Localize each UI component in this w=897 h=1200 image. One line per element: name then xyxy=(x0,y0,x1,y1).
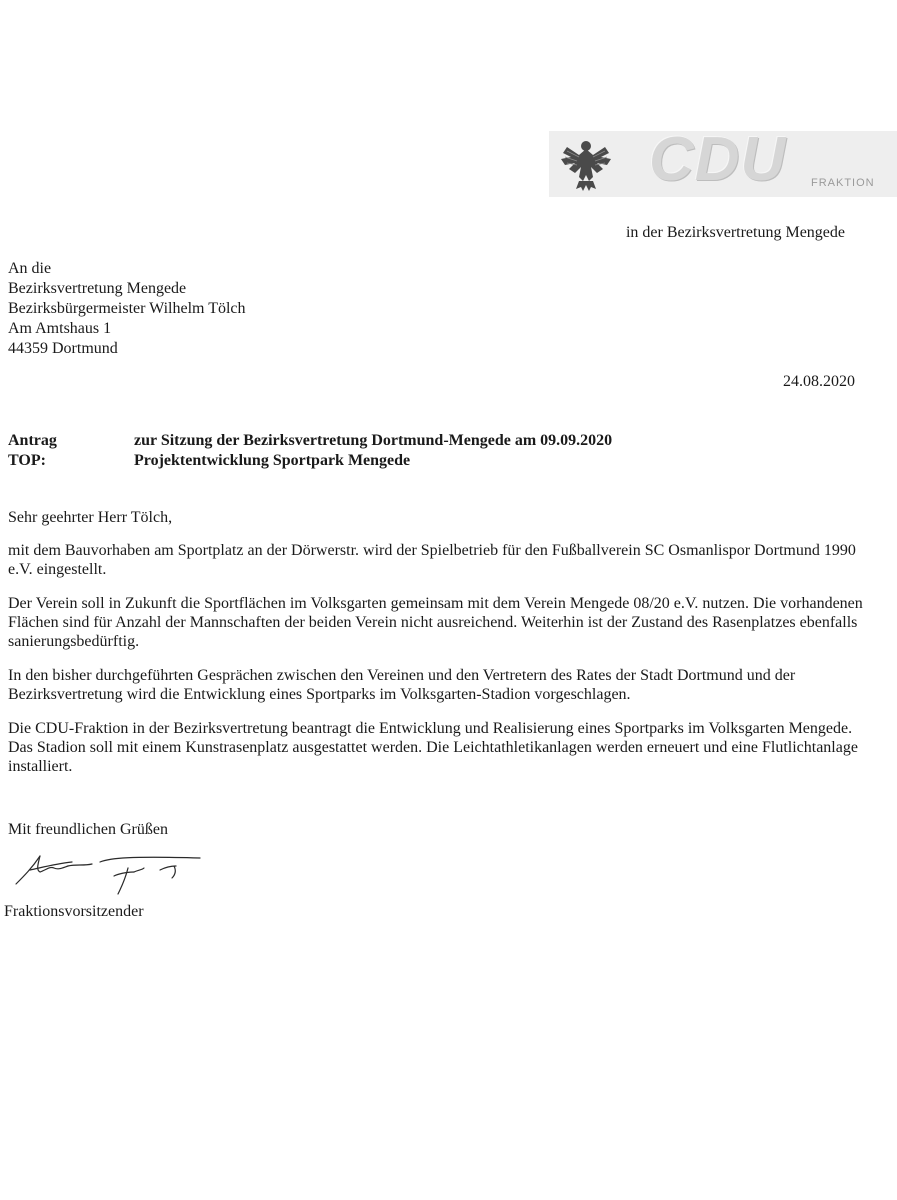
subject-value: Projektentwicklung Sportpark Mengede xyxy=(134,452,411,469)
cdu-logo xyxy=(549,125,897,197)
letter-date: 24.08.2020 xyxy=(783,373,855,390)
recipient-address xyxy=(8,259,246,359)
subject-block xyxy=(8,431,612,471)
signatory-role: Fraktionsvorsitzender xyxy=(4,903,144,920)
salutation: Sehr geehrter Herr Tölch, xyxy=(8,509,173,526)
recipient-line: Bezirksbürgermeister Wilhelm Tölch xyxy=(8,300,246,317)
subject-label: TOP: xyxy=(8,452,46,469)
recipient-line: Bezirksvertretung Mengede xyxy=(8,280,187,297)
letterhead-subtitle: in der Bezirksvertretung Mengede xyxy=(625,224,845,241)
eagle-emblem-icon xyxy=(559,137,613,193)
recipient-line: An die xyxy=(8,260,52,277)
body-paragraph: Die CDU-Fraktion in der Bezirksvertretung beantragt die Entwicklung und Realisierung eines Sportparks im Volksgarten Mengede. Das Stadion soll mit einem Kunstrasenplatz ausgestattet werden. Die Leichtathletikanlagen werden erneuert und eine Flutlichtanlage installiert. xyxy=(8,720,858,775)
recipient-line: 44359 Dortmund xyxy=(8,340,118,357)
cdu-logo-text: CDU xyxy=(649,125,787,194)
closing-phrase: Mit freundlichen Grüßen xyxy=(8,821,168,838)
letter-body xyxy=(8,508,868,791)
subject-label: Antrag xyxy=(8,432,57,449)
subject-row-antrag xyxy=(8,431,612,451)
handwritten-signature xyxy=(10,846,210,898)
body-paragraph: Der Verein soll in Zukunft die Sportflächen im Volksgarten gemeinsam mit dem Verein Mengede 08/20 e.V. nutzen. Die vorhandenen Flächen sind für Anzahl der Mannschaften der beiden Verein nicht ausreichend. Weiterhin ist der Zustand des Rasenplatzes ebenfalls sanierungsbedürftig. xyxy=(8,595,863,650)
body-paragraph: In den bisher durchgeführten Gesprächen zwischen den Vereinen und den Vertretern des Rates der Stadt Dortmund und der Bezirksvertretung wird die Entwicklung eines Sportparks im Volksgarten-Stadion vorgeschlagen. xyxy=(8,667,796,703)
subject-row-top xyxy=(8,451,612,471)
body-paragraph: mit dem Bauvorhaben am Sportplatz an der Dörwerstr. wird der Spielbetrieb für den Fußballverein SC Osmanlispor Dortmund 1990 e.V. eingestellt. xyxy=(8,542,856,578)
cdu-logo-suffix: FRAKTION xyxy=(811,177,875,189)
subject-value: zur Sitzung der Bezirksvertretung Dortmund-Mengede am 09.09.2020 xyxy=(134,432,613,449)
recipient-line: Am Amtshaus 1 xyxy=(8,320,112,337)
